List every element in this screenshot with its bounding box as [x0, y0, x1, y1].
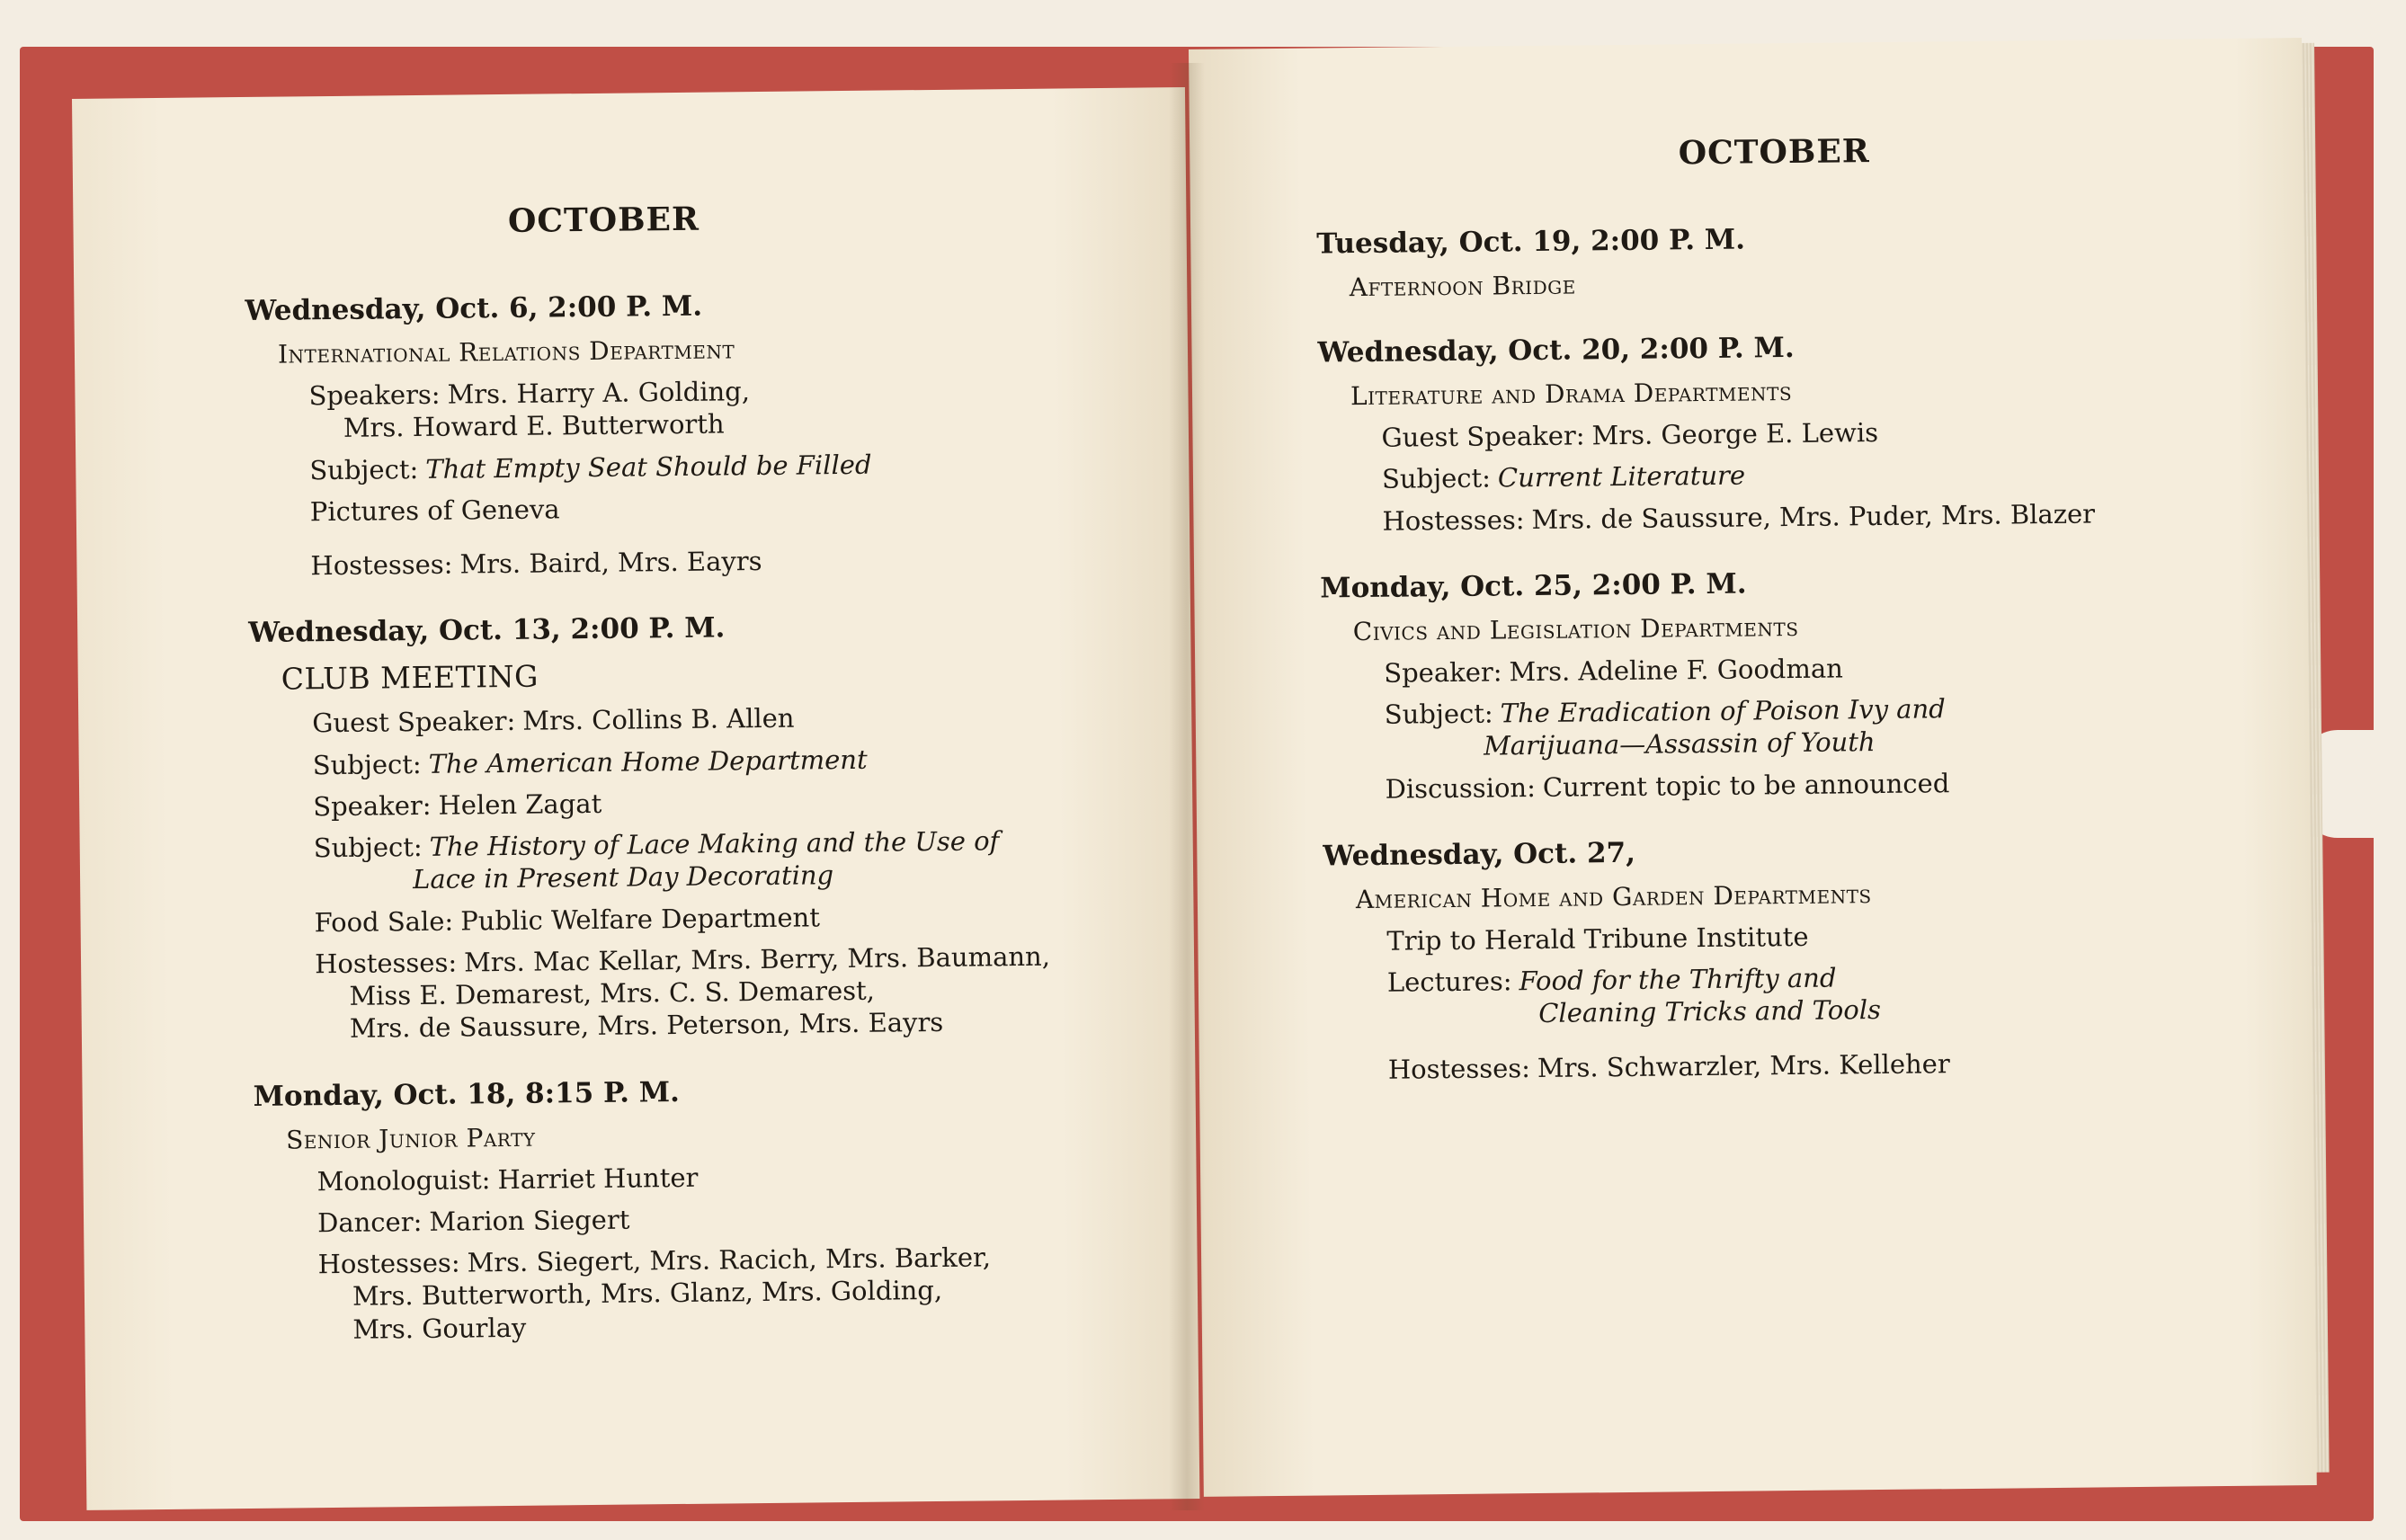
subject-value-1: The Eradication of Poison Ivy and [1500, 693, 1946, 729]
event-date: Wednesday, Oct. 13, 2:00 P. M. [248, 611, 726, 650]
food-sale-line [314, 897, 1168, 939]
book-gutter-shadow [1169, 63, 1205, 1510]
speakers-line [308, 370, 1163, 444]
event-oct-19 [1316, 218, 2234, 303]
left-page-content [244, 195, 1173, 1380]
hostesses-label: Hostesses: [317, 1247, 460, 1280]
subject-value-2: Marijuana—Assassin of Youth [1483, 726, 1876, 761]
hostesses-label: Hostesses: [1387, 1052, 1531, 1085]
discussion-value: Current topic to be announced [1542, 767, 1950, 803]
page-title: OCTOBER [507, 200, 700, 240]
subject-value: Current Literature [1497, 459, 1746, 494]
right-page [1189, 38, 2317, 1497]
guest-speaker-line [312, 699, 1166, 740]
hostesses-value: Mrs. Schwarzler, Mrs. Kelleher [1537, 1047, 1950, 1083]
lectures-value-2: Cleaning Tricks and Tools [1538, 994, 1882, 1029]
event-title: American Home and Garden Departments [1355, 878, 1872, 914]
page-title: OCTOBER [1678, 132, 1870, 173]
subject-value: That Empty Seat Should be Filled [425, 449, 872, 485]
speaker-value: Mrs. Adeline F. Goodman [1509, 653, 1844, 688]
speakers-value-2: Mrs. Howard E. Butterworth [343, 408, 725, 444]
dancer-value: Marion Siegert [429, 1204, 630, 1237]
event-oct-18 [253, 1071, 1172, 1347]
event-title: Civics and Legislation Departments [1352, 611, 1799, 646]
lectures-value-1: Food for the Thrifty and [1519, 962, 1837, 997]
discussion-line [1385, 763, 2239, 805]
speaker-line [313, 781, 1167, 823]
subject-line [1382, 454, 2236, 495]
dancer-line [317, 1197, 1172, 1239]
hostesses-label: Hostesses: [314, 947, 458, 979]
monologuist-line [316, 1156, 1171, 1197]
subject-line [1385, 690, 2240, 763]
guest-speaker-label: Guest Speaker: [312, 706, 516, 739]
event-date: Monday, Oct. 25, 2:00 P. M. [1320, 567, 1747, 605]
hostesses-value: Mrs. Baird, Mrs. Eayrs [459, 545, 762, 580]
subject-value: The American Home Department [428, 743, 868, 779]
speaker-value: Helen Zagat [438, 788, 602, 821]
hostesses-value-3: Mrs. de Saussure, Mrs. Peterson, Mrs. Eayrs [349, 1007, 944, 1045]
trip-line: Trip to Herald Tribune Institute [1386, 921, 1809, 957]
hostesses-line [315, 939, 1170, 1046]
guest-speaker-value: Mrs. George E. Lewis [1591, 416, 1879, 451]
subject-label: Subject: [1384, 698, 1493, 730]
hostesses-label: Hostesses: [1382, 503, 1525, 537]
hostesses-value-1: Mrs. Mac Kellar, Mrs. Berry, Mrs. Baumann, [463, 940, 1051, 978]
subject-value-2: Lace in Present Day Decorating [412, 859, 834, 895]
hostesses-value: Mrs. de Saussure, Mrs. Puder, Mrs. Blazer [1531, 497, 2096, 535]
subject-line [309, 445, 1163, 486]
hostesses-value-3: Mrs. Gourlay [352, 1312, 527, 1345]
speakers-label: Speakers: [308, 378, 441, 412]
monologuist-value: Harriet Hunter [497, 1162, 699, 1195]
event-oct-20 [1317, 327, 2236, 538]
guest-speaker-value: Mrs. Collins B. Allen [522, 702, 795, 737]
hostesses-value-1: Mrs. Siegert, Mrs. Racich, Mrs. Barker, [467, 1242, 992, 1278]
hostesses-line [1382, 495, 2236, 537]
right-page-content [1315, 129, 2242, 1120]
food-sale-value: Public Welfare Department [460, 901, 821, 937]
lectures-line [1387, 957, 2242, 1031]
event-oct-25 [1320, 563, 2240, 806]
event-title: CLUB MEETING [281, 658, 539, 697]
event-date: Monday, Oct. 18, 8:15 P. M. [253, 1075, 681, 1113]
event-title: Literature and Drama Departments [1350, 376, 1793, 412]
event-date: Tuesday, Oct. 19, 2:00 P. M. [1316, 223, 1746, 261]
subject-label: Subject: [309, 453, 419, 485]
discussion-label: Discussion: [1385, 771, 1537, 805]
lectures-label: Lectures: [1386, 966, 1512, 998]
pictures-line: Pictures of Geneva [309, 494, 560, 528]
event-oct-13 [248, 608, 1170, 1046]
dancer-label: Dancer: [316, 1206, 423, 1238]
event-title: Afternoon Bridge [1349, 270, 1576, 303]
hostesses-value-2: Miss E. Demarest, Mrs. C. S. Demarest, [349, 975, 876, 1011]
speaker-label: Speaker: [313, 789, 432, 822]
guest-speaker-label: Guest Speaker: [1381, 420, 1585, 453]
event-oct-27 [1323, 831, 2242, 1087]
hostesses-value-2: Mrs. Butterworth, Mrs. Glanz, Mrs. Golding, [352, 1275, 943, 1313]
subject-line-2 [314, 823, 1169, 896]
subject-value-1: The History of Lace Making and the Use of [429, 825, 1000, 862]
event-date: Wednesday, Oct. 27, [1323, 836, 1636, 873]
subject-label: Subject: [313, 831, 423, 864]
event-date: Wednesday, Oct. 20, 2:00 P. M. [1317, 331, 1795, 369]
left-page [72, 87, 1199, 1510]
event-title: Senior Junior Party [285, 1122, 536, 1155]
hostesses-line [317, 1239, 1172, 1346]
subject-label: Subject: [1381, 462, 1492, 495]
event-oct-6 [245, 285, 1164, 583]
guest-speaker-line [1381, 413, 2235, 454]
subject-line [313, 740, 1167, 781]
speakers-value-1: Mrs. Harry A. Golding, [447, 376, 751, 410]
monologuist-label: Monologuist: [316, 1163, 491, 1197]
speaker-label: Speaker: [1384, 656, 1502, 689]
speaker-line [1384, 648, 2238, 690]
event-date: Wednesday, Oct. 6, 2:00 P. M. [245, 289, 703, 327]
food-sale-label: Food Sale: [314, 905, 454, 938]
hostesses-label: Hostesses: [310, 548, 453, 582]
subject-label: Subject: [312, 748, 422, 780]
event-title: International Relations Department [277, 334, 735, 369]
